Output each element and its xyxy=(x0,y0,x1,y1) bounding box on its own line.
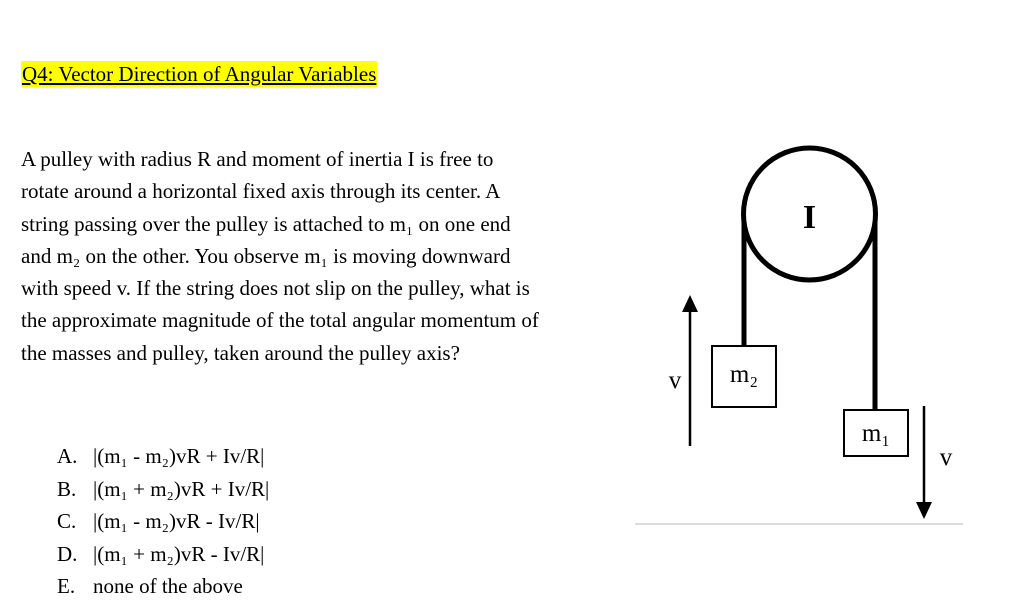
question-text xyxy=(21,143,631,369)
answer-text: |(m₁ + m₂)vR - Iv/R| xyxy=(93,541,265,566)
answer-option-d[interactable] xyxy=(57,538,269,571)
answer-option-c[interactable] xyxy=(57,505,269,538)
answer-letter: D. xyxy=(57,541,78,566)
answer-option-e[interactable] xyxy=(57,570,269,603)
question-line: the masses and pulley, taken around the pulley axis? xyxy=(21,340,460,365)
question-line: string passing over the pulley is attached to m₁ on one end xyxy=(21,211,511,236)
question-line: the approximate magnitude of the total angular momentum of xyxy=(21,308,539,333)
answer-letter: E. xyxy=(57,574,76,598)
answer-text: |(m₁ - m₂)vR + Iv/R| xyxy=(93,444,265,468)
velocity-left-label: v xyxy=(668,367,682,394)
answer-option-b[interactable] xyxy=(57,473,269,506)
question-title: Q4: Vector Direction of Angular Variables xyxy=(22,62,377,86)
pulley-label: I xyxy=(802,199,817,236)
answer-text: |(m₁ + m₂)vR + Iv/R| xyxy=(93,476,270,501)
answer-letter: A. xyxy=(57,444,78,468)
answer-choices xyxy=(57,440,269,603)
answer-text: none of the above xyxy=(93,574,243,598)
arrow-up-icon xyxy=(682,295,698,312)
mass-m2-label: m₂ xyxy=(729,361,759,388)
question-line: A pulley with radius R and moment of inertia I is free to xyxy=(21,147,494,171)
answer-text: |(m₁ - m₂)vR - Iv/R| xyxy=(93,509,260,533)
question-line: rotate around a horizontal fixed axis through its center. A xyxy=(21,179,501,204)
answer-letter: B. xyxy=(57,476,77,501)
arrow-down-icon xyxy=(916,502,932,519)
velocity-right-label: v xyxy=(939,444,953,471)
question-line: with speed v. If the string does not slip on the pulley, what is xyxy=(21,276,530,301)
answer-letter: C. xyxy=(57,509,77,533)
answer-option-a[interactable] xyxy=(57,440,269,473)
pulley-diagram xyxy=(630,138,970,533)
question-line: and m₂ on the other. You observe m₁ is moving downward xyxy=(21,243,511,268)
mass-m1-label: m₁ xyxy=(861,420,891,447)
